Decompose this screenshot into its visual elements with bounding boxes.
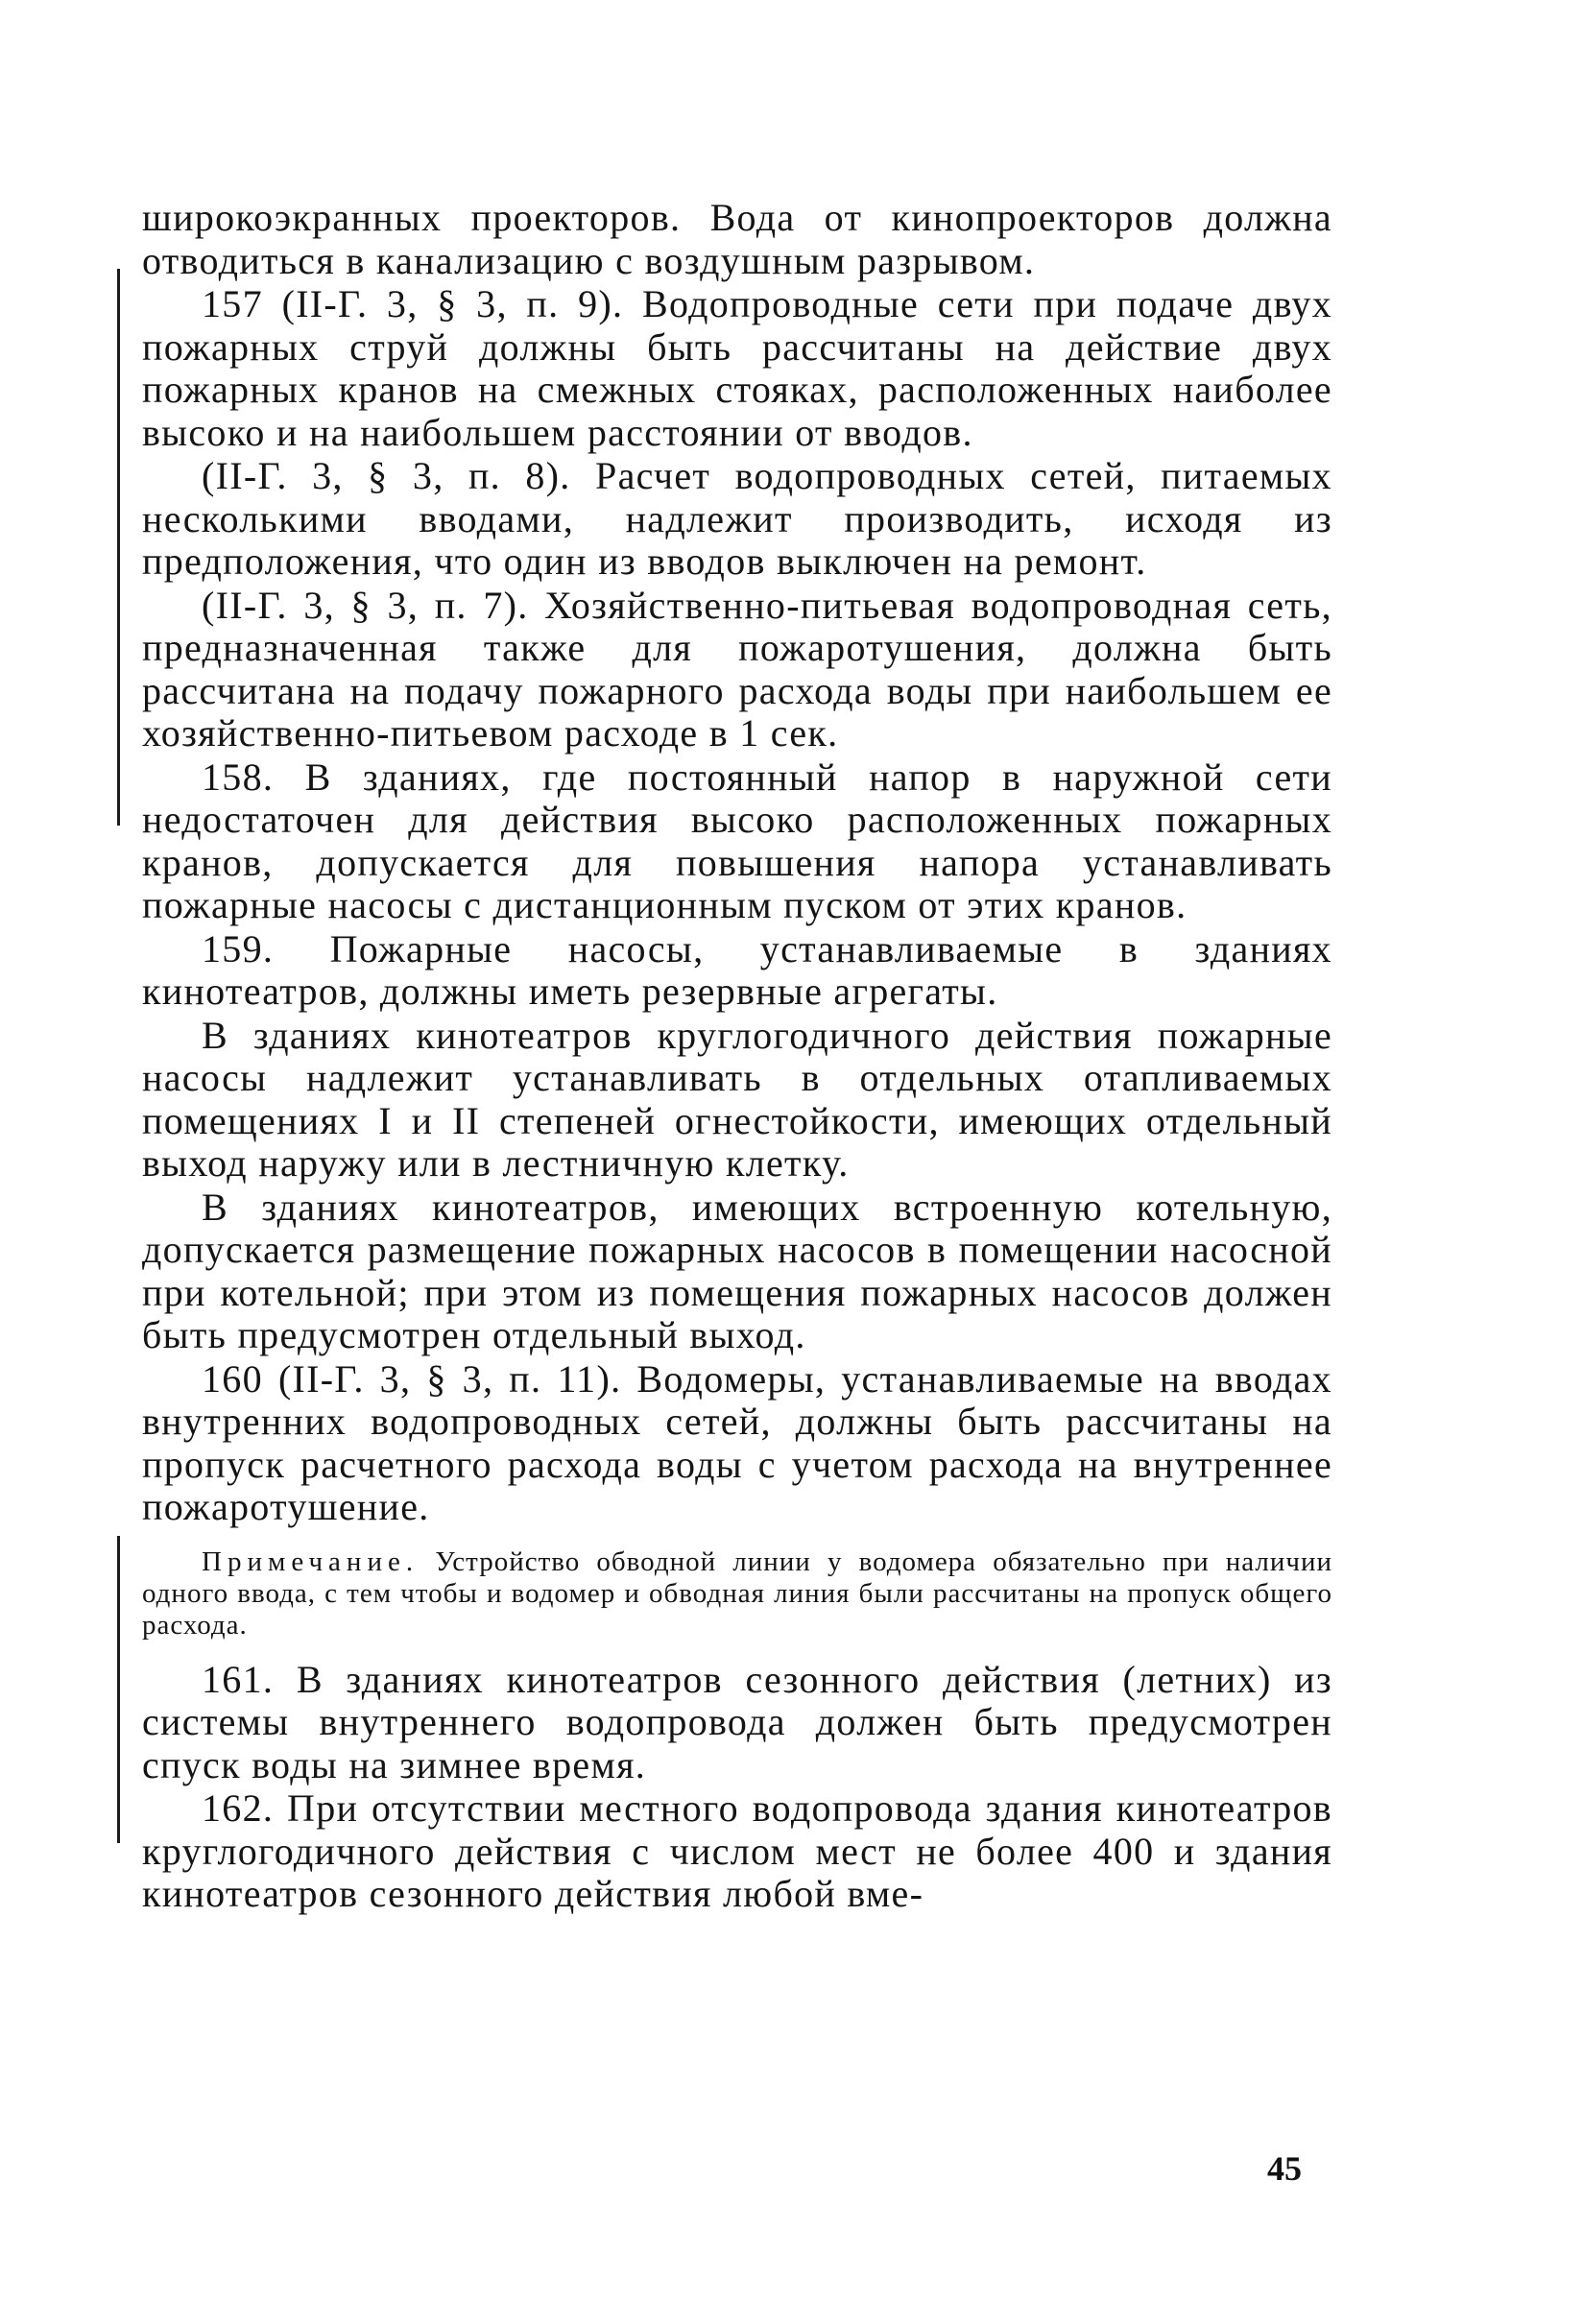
paragraph-157-p7: (II-Г. 3, § 3, п. 7). Хозяйственно-питьевая водопроводная сеть, предназначенная также для пожаротушения, должна быть рассчитана на подачу пожарного расхода воды при наибольшем ее хозяйственно-питьевом расходе в 1 сек. xyxy=(142,583,1332,755)
paragraph-161: 161. В зданиях кинотеатров сезонного действия (летних) из системы внутреннего водопровода должен быть предусмотрен спуск воды на зимнее время. xyxy=(142,1657,1332,1786)
paragraph-158: 158. В зданиях, где постоянный напор в наружной сети недостаточен для действия высоко расположенных пожарных кранов, допускается для повышения напора устанавливать пожарные насосы с дистанционным пуском от этих кранов. xyxy=(142,755,1332,926)
paragraph-157: 157 (II-Г. 3, § 3, п. 9). Водопроводные сети при подаче двух пожарных струй должны быть рассчитаны на действие двух пожарных кранов на смежных стояках, расположенных наиболее высоко и на наибольшем расстоянии от вводов. xyxy=(142,282,1332,454)
paragraph-continuation: широкоэкранных проекторов. Вода от кинопроекторов должна отводиться в канализацию с воздушным разрывом. xyxy=(142,196,1332,282)
margin-change-bar-2 xyxy=(117,1536,120,1843)
note-text: Устройство обводной линии у водомера обязательно при наличии одного ввода, с тем чтобы и водомер и обводная линия были рассчитаны на пропуск общего расхода. xyxy=(142,1545,1333,1641)
paragraph-160: 160 (II-Г. 3, § 3, п. 11). Водомеры, устанавливаемые на вводах внутренних водопроводных сетей, должны быть рассчитаны на пропуск расчетного расхода воды с учетом расхода на внутреннее пожаротушение. xyxy=(142,1356,1332,1528)
note xyxy=(142,1546,1332,1641)
paragraph-157-p8: (II-Г. 3, § 3, п. 8). Расчет водопроводных сетей, питаемых несколькими вводами, надлежит производить, исходя из предположения, что один из вводов выключен на ремонт. xyxy=(142,454,1332,583)
paragraph-159: 159. Пожарные насосы, устанавливаемые в зданиях кинотеатров, должны иметь резервные агрегаты. xyxy=(142,926,1332,1013)
note-label: Примечание. xyxy=(202,1545,420,1577)
paragraph-159-pumps: В зданиях кинотеатров круглогодичного действия пожарные насосы надлежит устанавливать в отдельных отапливаемых помещениях I и II степеней огнестойкости, имеющих отдельный выход наружу или в лестничную клетку. xyxy=(142,1013,1332,1185)
document-page xyxy=(142,197,1332,1916)
paragraph-159-boiler: В зданиях кинотеатров, имеющих встроенную котельную, допускается размещение пожарных насосов в помещении насосной при котельной; при этом из помещения пожарных насосов должен быть предусмотрен отдельный выход. xyxy=(142,1185,1332,1356)
paragraph-162: 162. При отсутствии местного водопровода здания кинотеатров круглогодичного действия с числом мест не более 400 и здания кинотеатров сезонного действия любой вме- xyxy=(142,1786,1332,1915)
margin-change-bar-1 xyxy=(117,269,120,826)
page-number: 45 xyxy=(1267,2149,1302,2188)
